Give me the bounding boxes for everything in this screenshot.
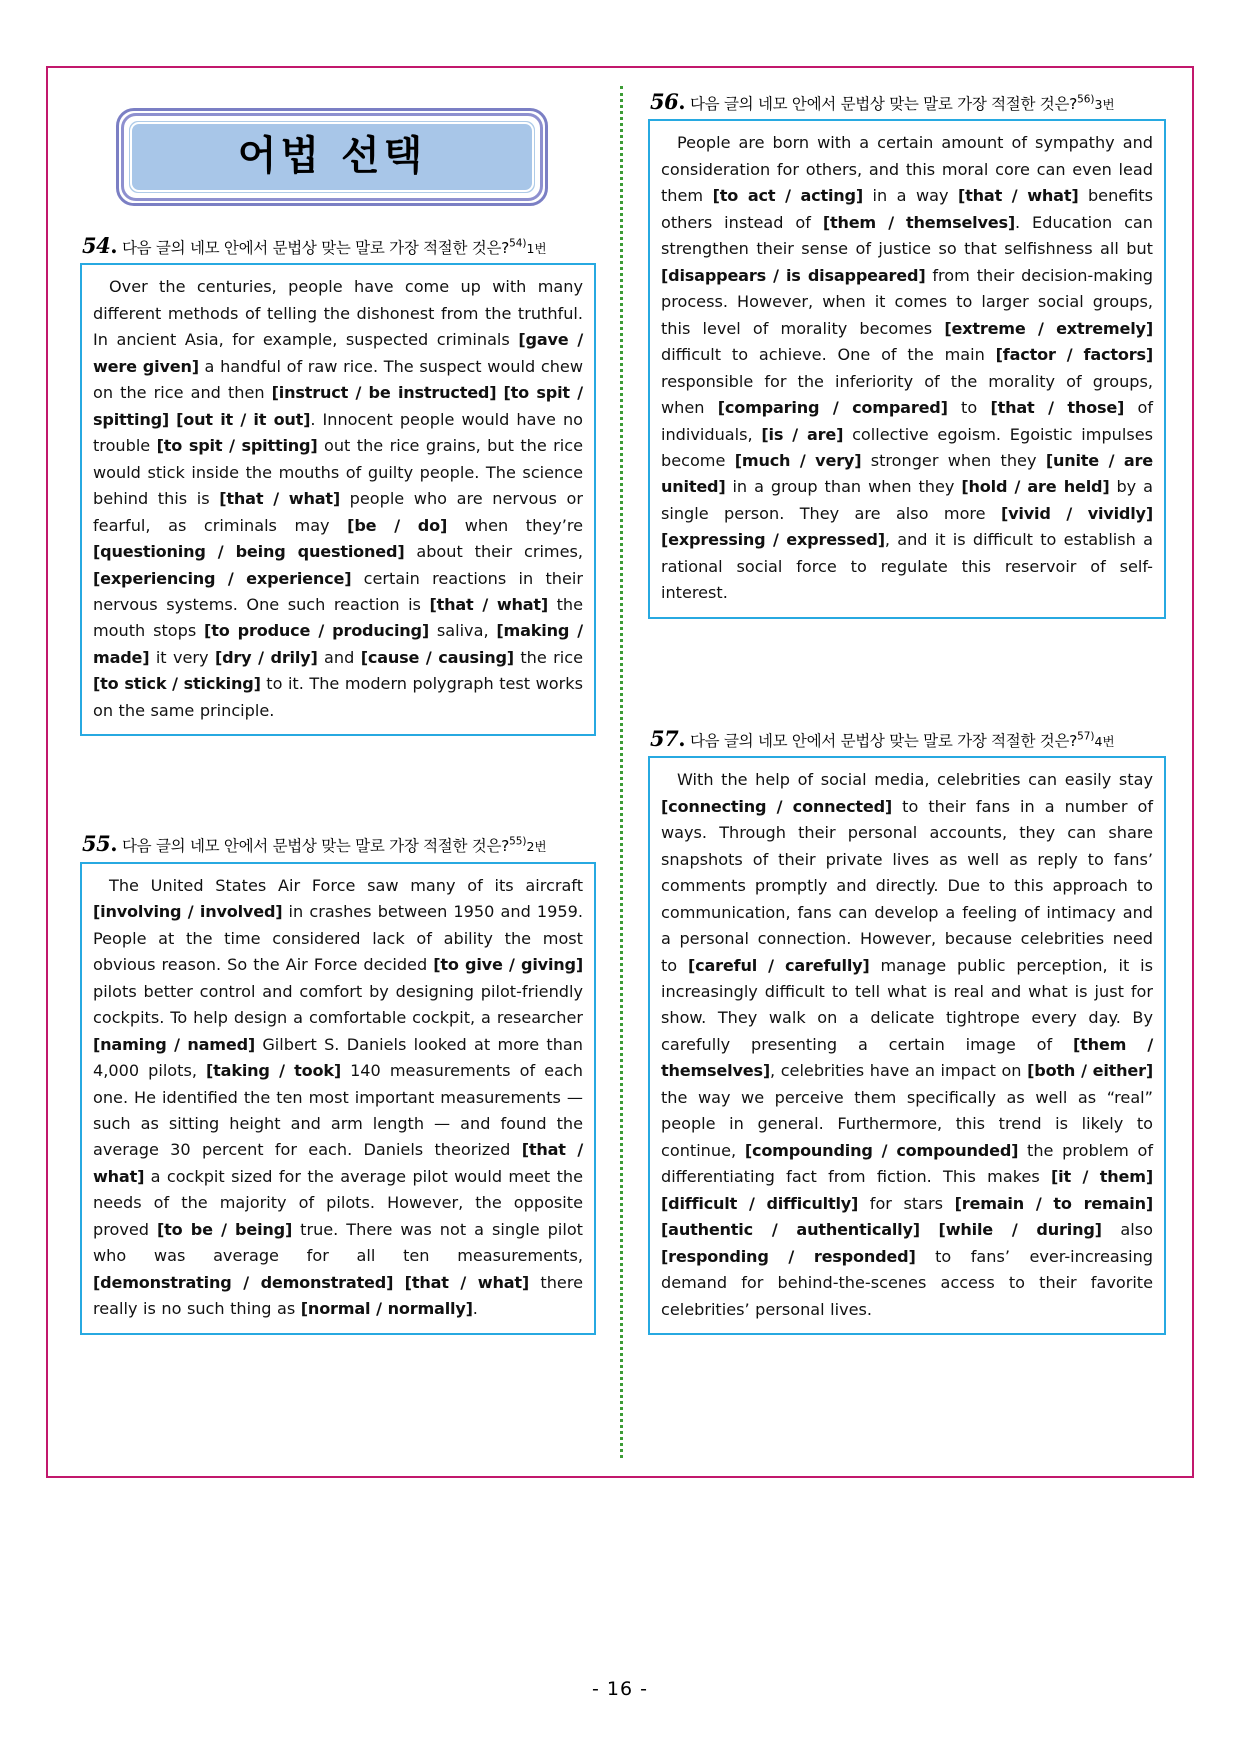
question-prompt-57: 다음 글의 네모 안에서 문법상 맞는 말로 가장 적절한 것은? bbox=[690, 731, 1078, 750]
question-tail-56: 3번 bbox=[1094, 97, 1115, 112]
question-number-dot-54: . bbox=[110, 233, 118, 258]
question-header-54 bbox=[82, 234, 596, 258]
question-footnote-54: 54) bbox=[509, 237, 527, 250]
question-header-57 bbox=[650, 727, 1166, 751]
passage-box-56: People are born with a certain amount of sympathy and consideration for others, and this moral core can even lead them [to act / acting] in a way [that / what] benefits others instead of [them / themselves]. Education can strengthen their sense of justice so that selfishness all but [disappears / is disappeared] from their decision-making process. However, when it comes to larger social groups, this level of morality becomes [extreme / extremely] difficult to achieve. One of the main [factor / factors] responsible for the inferiority of the morality of groups, when [comparing / compared] to [that / those] of individuals, [is / are] collective egoism. Egoistic impulses become [much / very] stronger when they [unite / are united] in a group than when they [hold / are held] by a single person. They are also more [vivid / vividly] [expressing / expressed], and it is difficult to establish a rational social force to regulate this reservoir of self-interest. bbox=[648, 119, 1166, 618]
question-prompt-54: 다음 글의 네모 안에서 문법상 맞는 말로 가장 적절한 것은? bbox=[122, 239, 510, 257]
passage-box-55: The United States Air Force saw many of its aircraft [involving / involved] in crashes between 1950 and 1959. People at the time considered lack of ability the most obvious reason. So the Air Force decided [to give / giving] pilots better control and comfort by designing pilot-friendly cockpits. To help design a comfortable cockpit, a researcher [naming / named] Gilbert S. Daniels looked at more than 4,000 pilots, [taking / took] 140 measurements of each one. He identified the ten most important measurements — such as sitting height and arm length — and found the average 30 percent for each. Daniels theorized [that / what] a cockpit sized for the average pilot would meet the needs of the majority of pilots. However, the opposite proved [to be / being] true. There was not a single pilot who was average for all ten measurements, [demonstrating / demonstrated] [that / what] there really is no such thing as [normal / normally]. bbox=[80, 862, 596, 1335]
column-divider bbox=[620, 86, 623, 1458]
question-number-dot-57: . bbox=[678, 725, 686, 751]
question-number-dot-55: . bbox=[110, 831, 118, 857]
worksheet-title: 어법 선택 bbox=[237, 133, 427, 179]
passage-box-57: With the help of social media, celebrities can easily stay [connecting / connected] to their fans in a number of ways. Through their personal accounts, they can share snapshots of their private lives as well as reply to fans’ comments promptly and directly. Due to this approach to communication, fans can develop a feeling of intimacy and a personal connection. However, because celebrities need to [careful / carefully] manage public perception, it is increasingly difficult to tell what is real and what is just for show. They walk on a delicate tightrope every day. By carefully presenting a certain image of [them / themselves], celebrities have an impact on [both / either] the way we perceive them specifically as well as “real” people in general. Furthermore, this trend is likely to continue, [compounding / compounded] the problem of differentiating fact from fiction. This makes [it / them] [difficult / difficultly] for stars [remain / to remain] [authentic / authentically] [while / during] also [responding / responded] to fans’ ever-increasing demand for behind-the-scenes access to their favorite celebrities’ personal lives. bbox=[648, 756, 1166, 1335]
question-number-54: 54 bbox=[82, 233, 111, 258]
right-column bbox=[620, 68, 1192, 1476]
banner-layer-outer bbox=[116, 108, 548, 206]
passage-box-54: Over the centuries, people have come up with many different methods of telling the dishonest from the truthful. In ancient Asia, for example, suspected criminals [gave / were given] a handful of raw rice. The suspect would chew on the rice and then [instruct / be instructed] [to spit / spitting] [out it / it out]. Innocent people would have no trouble [to spit / spitting] out the rice grains, but the rice would stick inside the mouths of guilty people. The science behind this is [that / what] people who are nervous or fearful, as criminals may [be / do] when they’re [questioning / being questioned] about their crimes, [experiencing / experience] certain reactions in their nervous systems. One such reaction is [that / what] the mouth stops [to produce / producing] saliva, [making / made] it very [dry / drily] and [cause / causing] the rice [to stick / sticking] to it. The modern polygraph test works on the same principle. bbox=[80, 263, 596, 736]
question-prompt-56: 다음 글의 네모 안에서 문법상 맞는 말로 가장 적절한 것은? bbox=[690, 95, 1078, 113]
question-number-57: 57 bbox=[650, 725, 679, 751]
page-footer: - 16 - bbox=[592, 1678, 648, 1700]
question-header-55 bbox=[82, 832, 596, 856]
banner-layer-inner bbox=[126, 118, 538, 196]
spacer-left bbox=[80, 736, 596, 832]
question-number-56: 56 bbox=[650, 89, 679, 114]
question-prompt-55: 다음 글의 네모 안에서 문법상 맞는 말로 가장 적절한 것은? bbox=[122, 837, 510, 856]
question-footnote-56: 56) bbox=[1077, 93, 1095, 106]
banner-layer-mid bbox=[121, 113, 543, 201]
question-number-55: 55 bbox=[82, 831, 111, 857]
question-header-56 bbox=[650, 90, 1166, 114]
question-tail-55: 2번 bbox=[526, 839, 547, 855]
spacer-right bbox=[648, 619, 1166, 727]
two-column-layout bbox=[48, 68, 1192, 1476]
question-number-dot-56: . bbox=[678, 89, 686, 114]
left-column bbox=[48, 68, 620, 1476]
question-footnote-57: 57) bbox=[1077, 730, 1095, 743]
question-footnote-55: 55) bbox=[509, 836, 527, 849]
question-tail-54: 1번 bbox=[526, 241, 547, 256]
question-tail-57: 4번 bbox=[1094, 733, 1115, 749]
banner-layer-core bbox=[130, 122, 534, 192]
worksheet-page bbox=[46, 66, 1194, 1478]
title-banner bbox=[116, 108, 548, 206]
